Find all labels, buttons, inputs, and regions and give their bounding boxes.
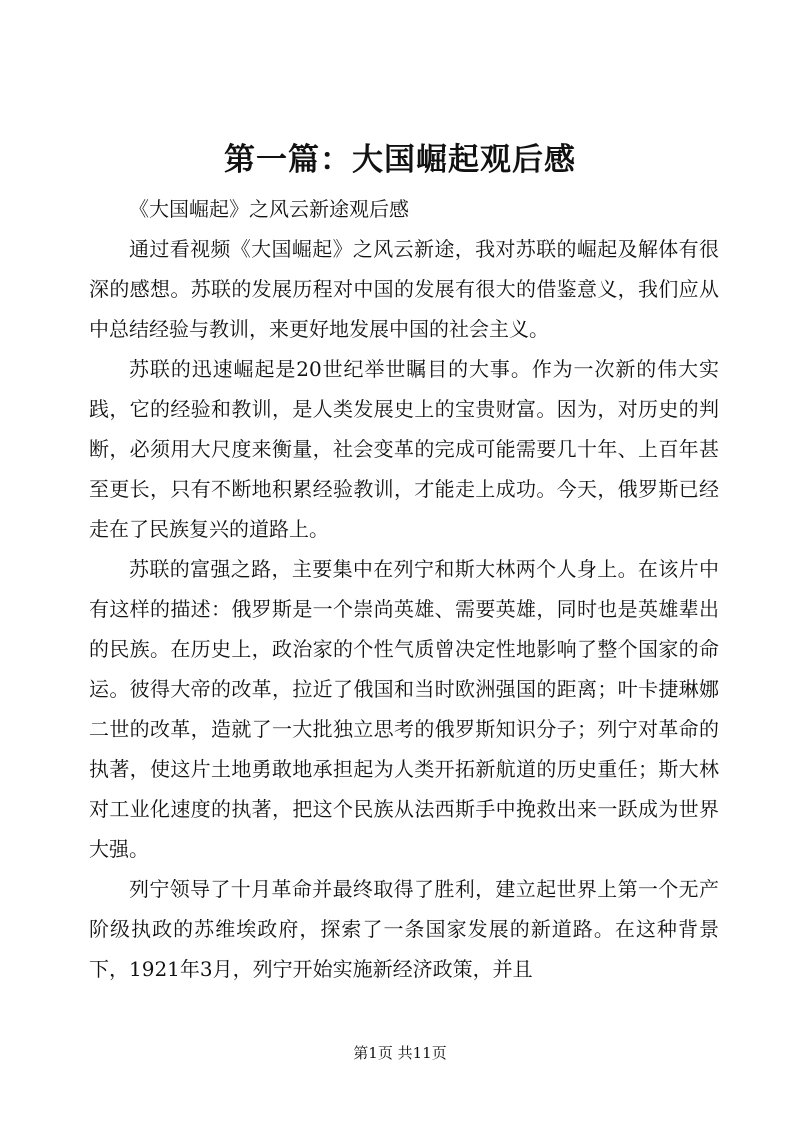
- body-paragraph: 通过看视频《大国崛起》之风云新途，我对苏联的崛起及解体有很深的感想。苏联的发展历程对中国的发展有很大的借鉴意义，我们应从中总结经验与教训，来更好地发展中国的社会主义。: [89, 237, 719, 341]
- page-title: 第一篇：大国崛起观后感: [224, 142, 576, 178]
- document-body: [89, 189, 719, 989]
- body-paragraph: 苏联的富强之路，主要集中在列宁和斯大林两个人身上。在该片中有这样的描述：俄罗斯是一个崇尚英雄、需要英雄，同时也是英雄辈出的民族。在历史上，政治家的个性气质曾决定性地影响了整个国家的命运。彼得大帝的改革，拉近了俄国和当时欧洲强国的距离；叶卡捷琳娜二世的改革，造就了一大批独立思考的俄罗斯知识分子；列宁对革命的执著，使这片土地勇敢地承担起为人类开拓新航道的历史重任；斯大林对工业化速度的执著，把这个民族从法西斯手中挽救出来一跃成为世界大强。: [89, 557, 719, 861]
- body-paragraph: 列宁领导了十月革命并最终取得了胜利，建立起世界上第一个无产阶级执政的苏维埃政府，探索了一条国家发展的新道路。在这种背景下，1921年3月，列宁开始实施新经济政策，并且: [89, 877, 719, 981]
- body-paragraph: 苏联的迅速崛起是20世纪举世瞩目的大事。作为一次新的伟大实践，它的经验和教训，是人类发展史上的宝贵财富。因为，对历史的判断，必须用大尺度来衡量，社会变革的完成可能需要几十年、上百年甚至更长，只有不断地积累经验教训，才能走上成功。今天，俄罗斯已经走在了民族复兴的道路上。: [89, 357, 719, 541]
- page-footer: 第1页 共11页: [353, 1044, 447, 1062]
- subtitle-paragraph: 《大国崛起》之风云新途观后感: [129, 197, 409, 221]
